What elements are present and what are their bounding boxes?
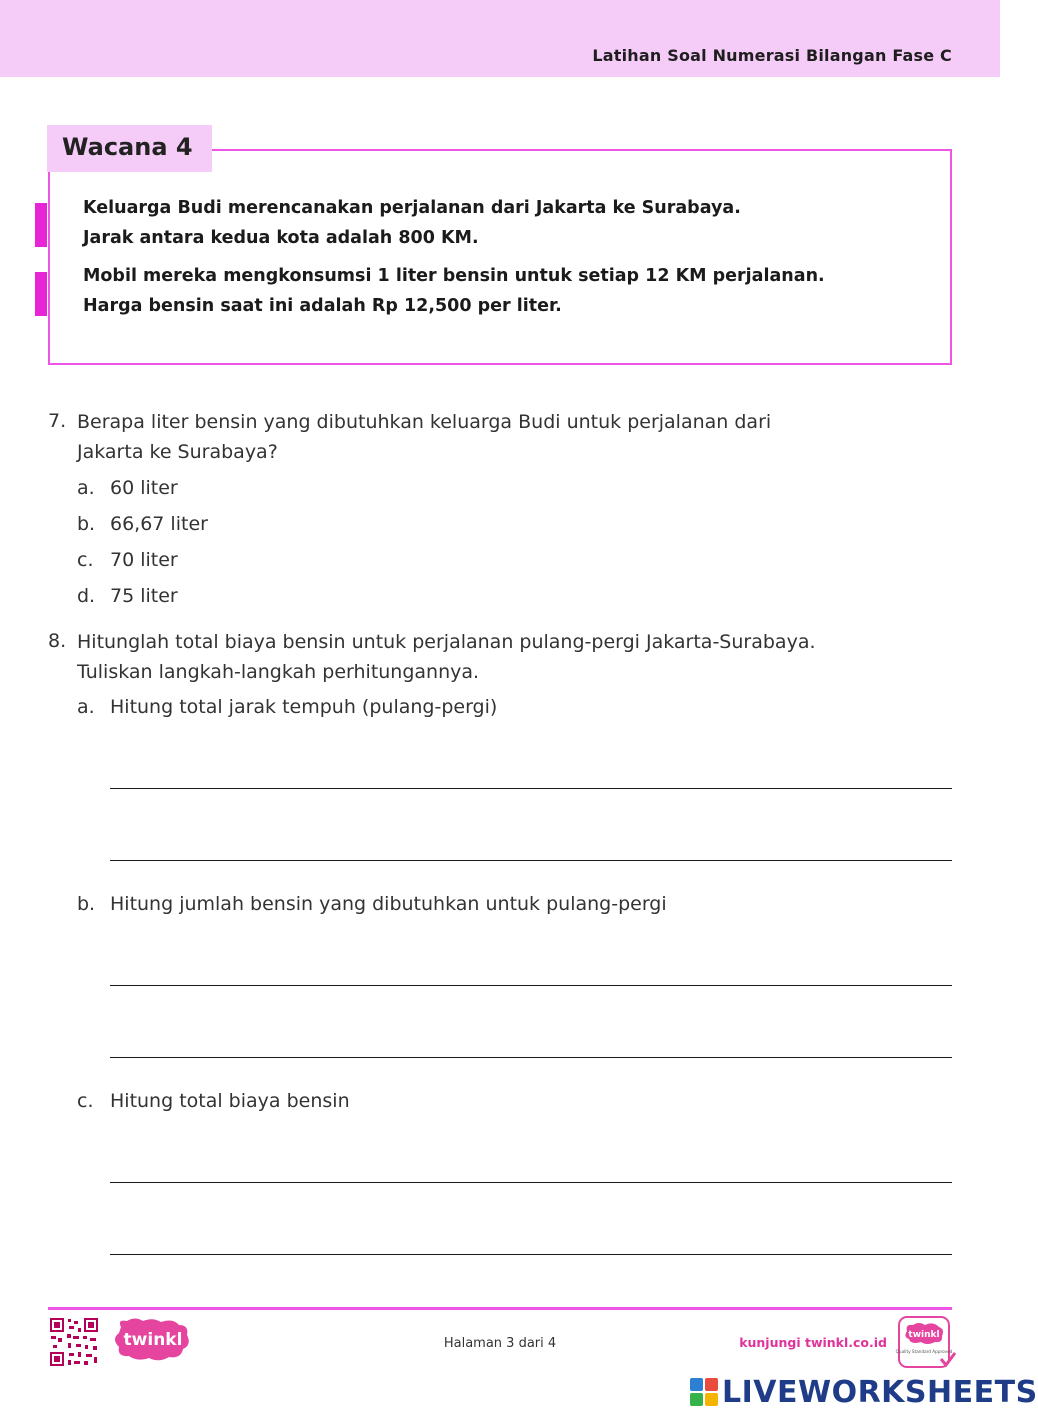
footer-rule	[48, 1307, 952, 1310]
answer-line[interactable]	[110, 1182, 952, 1183]
option-d[interactable]: 75 liter	[110, 585, 178, 607]
qr-code-icon	[48, 1316, 100, 1368]
twinkl-logo	[113, 1317, 193, 1363]
question-8-text: Hitunglah total biaya bensin untuk perjalanan pulang-pergi Jakarta-Surabaya. Tuliskan langkah-langkah perhitungannya.	[77, 631, 816, 683]
badge-text: twinkl	[908, 1330, 940, 1340]
question-7-number: 7.	[48, 410, 67, 432]
part-c-letter: c.	[77, 1090, 94, 1112]
header-band	[0, 0, 1000, 77]
part-c-text: Hitung total biaya bensin	[110, 1090, 350, 1112]
part-a-letter: a.	[77, 696, 95, 718]
liveworksheets-brand[interactable]	[690, 1376, 1038, 1408]
accent-bar	[35, 203, 47, 247]
page-number: Halaman 3 dari 4	[443, 1336, 557, 1351]
logo-text: twinkl	[123, 1330, 183, 1350]
passage-line: Jarak antara kedua kota adalah 800 KM.	[83, 228, 479, 248]
option-a-letter: a.	[77, 477, 95, 499]
option-c[interactable]: 70 liter	[110, 549, 178, 571]
part-a-text: Hitung total jarak tempuh (pulang-pergi)	[110, 696, 498, 718]
answer-line[interactable]	[110, 1254, 952, 1255]
part-b-text: Hitung jumlah bensin yang dibutuhkan untuk pulang-pergi	[110, 893, 667, 915]
question-8-number: 8.	[48, 630, 67, 652]
answer-line[interactable]	[110, 860, 952, 861]
option-c-letter: c.	[77, 549, 94, 571]
liveworksheets-logo-icon	[690, 1378, 718, 1406]
passage-line: Mobil mereka mengkonsumsi 1 liter bensin untuk setiap 12 KM perjalanan.	[83, 266, 825, 286]
accent-bar	[35, 272, 47, 316]
answer-line[interactable]	[110, 788, 952, 789]
option-a[interactable]: 60 liter	[110, 477, 178, 499]
question-7-text: Berapa liter bensin yang dibutuhkan keluarga Budi untuk perjalanan dari Jakarta ke Surabaya?	[77, 411, 772, 463]
passage-tab	[47, 125, 212, 172]
passage-line: Harga bensin saat ini adalah Rp 12,500 per liter.	[83, 296, 562, 316]
option-b[interactable]: 66,67 liter	[110, 513, 208, 535]
header-title: Latihan Soal Numerasi Bilangan Fase C	[592, 46, 952, 65]
option-d-letter: d.	[77, 585, 96, 607]
badge-caption: Quality Standard Approved	[895, 1349, 953, 1354]
passage-line: Keluarga Budi merencanakan perjalanan dari Jakarta ke Surabaya.	[83, 198, 741, 218]
passage-title: Wacana 4	[62, 133, 193, 161]
part-b-letter: b.	[77, 893, 96, 915]
passage-box	[48, 149, 952, 365]
option-b-letter: b.	[77, 513, 96, 535]
liveworksheets-text: LIVEWORKSHEETS	[722, 1374, 1038, 1410]
visit-link[interactable]: kunjungi twinkl.co.id	[739, 1335, 887, 1350]
answer-line[interactable]	[110, 985, 952, 986]
quality-badge-icon	[897, 1315, 957, 1371]
answer-line[interactable]	[110, 1057, 952, 1058]
